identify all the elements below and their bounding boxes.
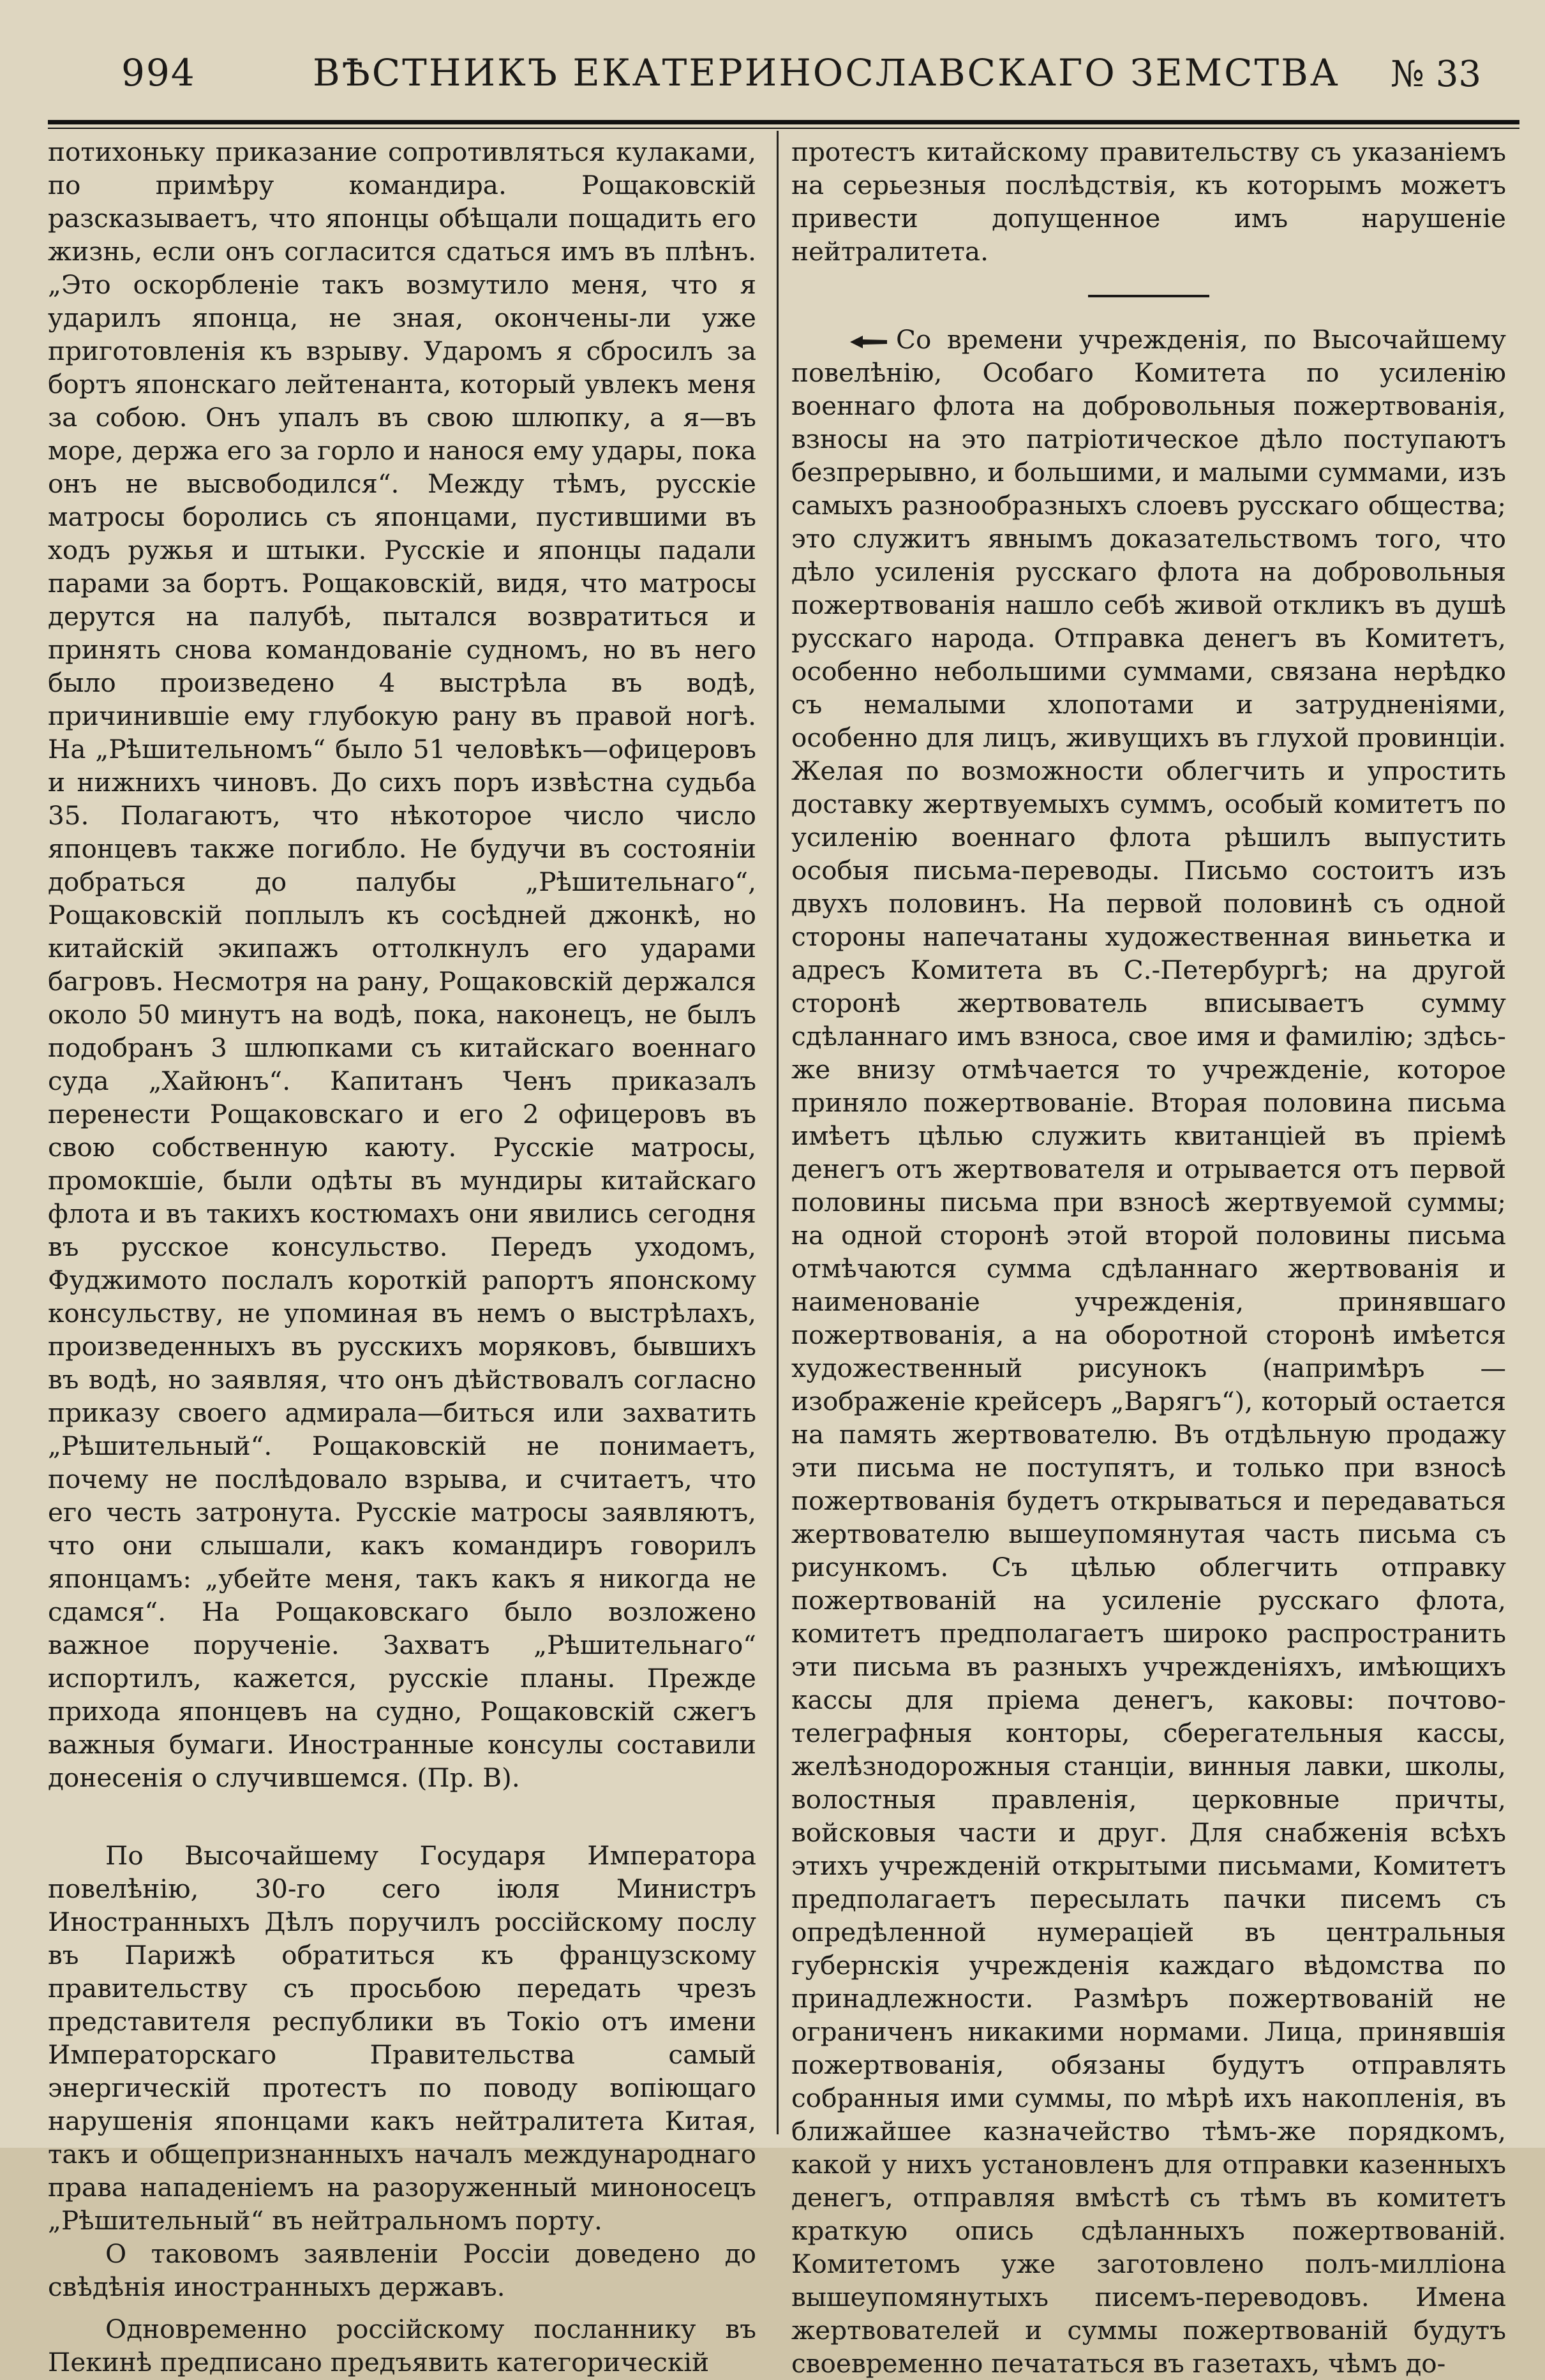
protest-continuation-paragraph: протестъ китайскому правительству съ указаніемъ на серьезныя послѣдствія, къ которымъ можетъ привести допущенное имъ нарушеніе нейтралитета. — [791, 137, 1506, 267]
government-decree-paragraph: По Высочайшему Государя Императора повелѣнію, 30-го сего іюля Министръ Иностранныхъ Дѣлъ поручилъ россійскому послу въ Парижѣ обратиться къ французскому правительству съ просьбою передать чрезъ представителя республики въ Токіо отъ имени Императорскаго Правительства самый энергическій протестъ по поводу вопіющаго нарушенія японцами какъ нейтралитета Китая, такъ и общепризнанныхъ началъ международнаго права нападеніемъ на разоруженный миноносецъ „Рѣшительный“ въ нейтральномъ порту. — [48, 1840, 756, 2236]
page-number: 994 — [121, 51, 196, 94]
naval-committee-paragraph — [791, 323, 1506, 2380]
paragraph-spacer — [48, 1794, 756, 1839]
peking-envoy-paragraph: Одновременно россійскому посланнику въ Пекинѣ предписано предъявить категорическій — [48, 2314, 756, 2377]
header-rule-thin — [48, 128, 1519, 129]
notification-paragraph: О таковомъ заявленіи Россіи доведено до свѣдѣнія иностранныхъ державъ. — [48, 2238, 756, 2302]
page-header — [38, 45, 1507, 102]
journal-title: ВѢСТНИКЪ ЕКАТЕРИНОСЛАВСКАГО ЗЕМСТВА — [313, 51, 1340, 94]
right-column — [791, 135, 1506, 2380]
column-divider — [777, 131, 779, 2134]
naval-committee-text: Со времени учрежденія, по Высочайшему повелѣнію, Особаго Комитета по усиленію военнаго флота на добровольныя пожертвованія, взносы на это патріотическое дѣло поступаютъ безпрерывно, и большими, и малыми суммами, изъ самыхъ разнообразныхъ слоевъ русскаго общества; это служитъ явнымъ доказательствомъ того, что дѣло усиленія русскаго флота на добровольныя пожертвованія нашло себѣ живой откликъ въ душѣ русскаго народа. Отправка денегъ въ Комитетъ, особенно небольшими суммами, связана нерѣдко съ немалыми хлопотами и затрудненіями, особенно для лицъ, живущихъ въ глухой провинціи. Желая по возможности облегчить и упростить доставку жертвуемыхъ суммъ, особый комитетъ по усиленію военнаго флота рѣшилъ выпустить особыя письма-переводы. Письмо состоитъ изъ двухъ половинъ. На первой половинѣ съ одной стороны напечатаны художественная виньетка и адресъ Комитета въ С.-Петербургѣ; на другой сторонѣ жертвователь вписываетъ сумму сдѣланнаго имъ взноса, свое имя и фамилію; здѣсь-же внизу отмѣчается то учрежденіе, которое приняло пожертвованіе. Вторая половина письма имѣетъ цѣлью служить квитанціей въ пріемѣ денегъ отъ жертвователя и отрывается отъ первой половины письма при взносѣ жертвуемой суммы; на одной сторонѣ этой второй половины письма отмѣчаются сумма сдѣланнаго жертвованія и наименованіе учрежденія, принявшаго пожертвованія, а на оборотной сторонѣ имѣется художественный рисунокъ (напримѣръ — изображеніе крейсеръ „Варягъ“), который остается на память жертвователю. Въ отдѣльную продажу эти письма не поступятъ, и только при взносѣ пожертвованія будетъ открываться и передаваться жертвователю вышеупомянутая часть письма съ рисункомъ. Съ цѣлью облегчить отправку пожертвованій на усиленіе русскаго флота, комитетъ предполагаетъ широко распространить эти письма въ разныхъ учрежденіяхъ, имѣющихъ кассы для пріема денегъ, каковы: почтово-телеграфныя конторы, сберегательныя кассы, желѣзнодорожныя станціи, винныя лавки, школы, волостныя правленія, церковные причты, войсковыя части и друг. Для снабженія всѣхъ этихъ учрежденій открытыми письмами, Комитетъ предполагаетъ пересылать пачки писемъ съ опредѣленной нумераціей въ центральныя губернскія учрежденія каждаго вѣдомства по принадлежности. Размѣръ пожертвованій не ограниченъ никакими нормами. Лица, принявшія пожертвованія, обязаны будутъ отправлять собранныя ими суммы, по мѣрѣ ихъ накопленія, въ ближайшее казначейство тѣмъ-же порядкомъ, какой у нихъ установленъ для отправки казенныхъ денегъ, отправляя вмѣстѣ съ тѣмъ въ комитетъ краткую опись сдѣланныхъ пожертвованій. Комитетомъ уже заготовлено полъ-милліона вышеупомянутыхъ писемъ-переводовъ. Имена жертвователей и суммы пожертвованій будутъ своевременно печататься въ газетахъ, чѣмъ до- — [791, 324, 1506, 2379]
header-rule-thick — [48, 120, 1519, 124]
article-continuation-paragraph: потихоньку приказание сопротивляться кулаками, по примѣру командира. Рощаковскій разсказываетъ, что японцы обѣщали пощадить его жизнь, если онъ согласится сдаться имъ въ плѣнъ. „Это оскорбленіе такъ возмутило меня, что я ударилъ японца, не зная, окончены-ли уже приготовленія къ взрыву. Ударомъ я сбросилъ за бортъ японскаго лейтенанта, который увлекъ меня за собою. Онъ упалъ въ свою шлюпку, а я—въ море, держа его за горло и нанося ему удары, пока онъ не высвободился“. Между тѣмъ, русскіе матросы боролись съ японцами, пустившими въ ходъ ружья и штыки. Русскіе и японцы падали парами за бортъ. Рощаковскій, видя, что матросы дерутся на палубѣ, пытался возвратиться и принять снова командованіе судномъ, но въ него было произведено 4 выстрѣла въ водѣ, причинившіе ему глубокую рану въ правой ногѣ. На „Рѣшительномъ“ было 51 человѣкъ—офицеровъ и нижнихъ чиновъ. До сихъ поръ извѣстна судьба 35. Полагаютъ, что нѣкоторое число число японцевъ также погибло. Не будучи въ состояніи добраться до палубы „Рѣшительнаго“, Рощаковскій поплылъ къ сосѣдней джонкѣ, но китайскій экипажъ оттолкнулъ его ударами багровъ. Несмотря на рану, Рощаковскій держался около 50 минутъ на водѣ, пока, наконецъ, не былъ подобранъ 3 шлюпками съ китайскаго военнаго суда „Хайюнъ“. Капитанъ Ченъ приказалъ перенести Рощаковскаго и его 2 офицеровъ въ свою собственную каюту. Русскіе матросы, промокшіе, были одѣты въ мундиры китайскаго флота и въ такихъ костюмахъ они явились сегодня въ русское консульство. Передъ уходомъ, Фуджимото послалъ короткій рапортъ японскому консульству, не упоминая въ немъ о выстрѣлахъ, произведенныхъ въ русскихъ моряковъ, бывшихъ въ водѣ, но заявляя, что онъ дѣйствовалъ согласно приказу своего адмирала—биться или захватить „Рѣшительный“. Рощаковскій не понимаетъ, почему не послѣдовало взрыва, и считаетъ, что его честь затронута. Русскіе матросы заявляютъ, что они слышали, какъ командиръ говорилъ японцамъ: „убейте меня, такъ какъ я никогда не сдамся“. На Рощаковскаго было возложено важное порученіе. Захватъ „Рѣшительнаго“ испортилъ, кажется, русскіе планы. Прежде прихода японцевъ на судно, Рощаковскій сжегъ важныя бумаги. Иностранные консулы составили донесенія о случившемся. (Пр. В). — [48, 137, 757, 1793]
issue-number: № 33 — [1390, 54, 1481, 95]
left-column — [48, 135, 756, 2379]
section-divider — [1088, 295, 1209, 297]
pointing-hand-icon — [849, 333, 890, 351]
paragraph-spacer — [48, 2303, 756, 2312]
